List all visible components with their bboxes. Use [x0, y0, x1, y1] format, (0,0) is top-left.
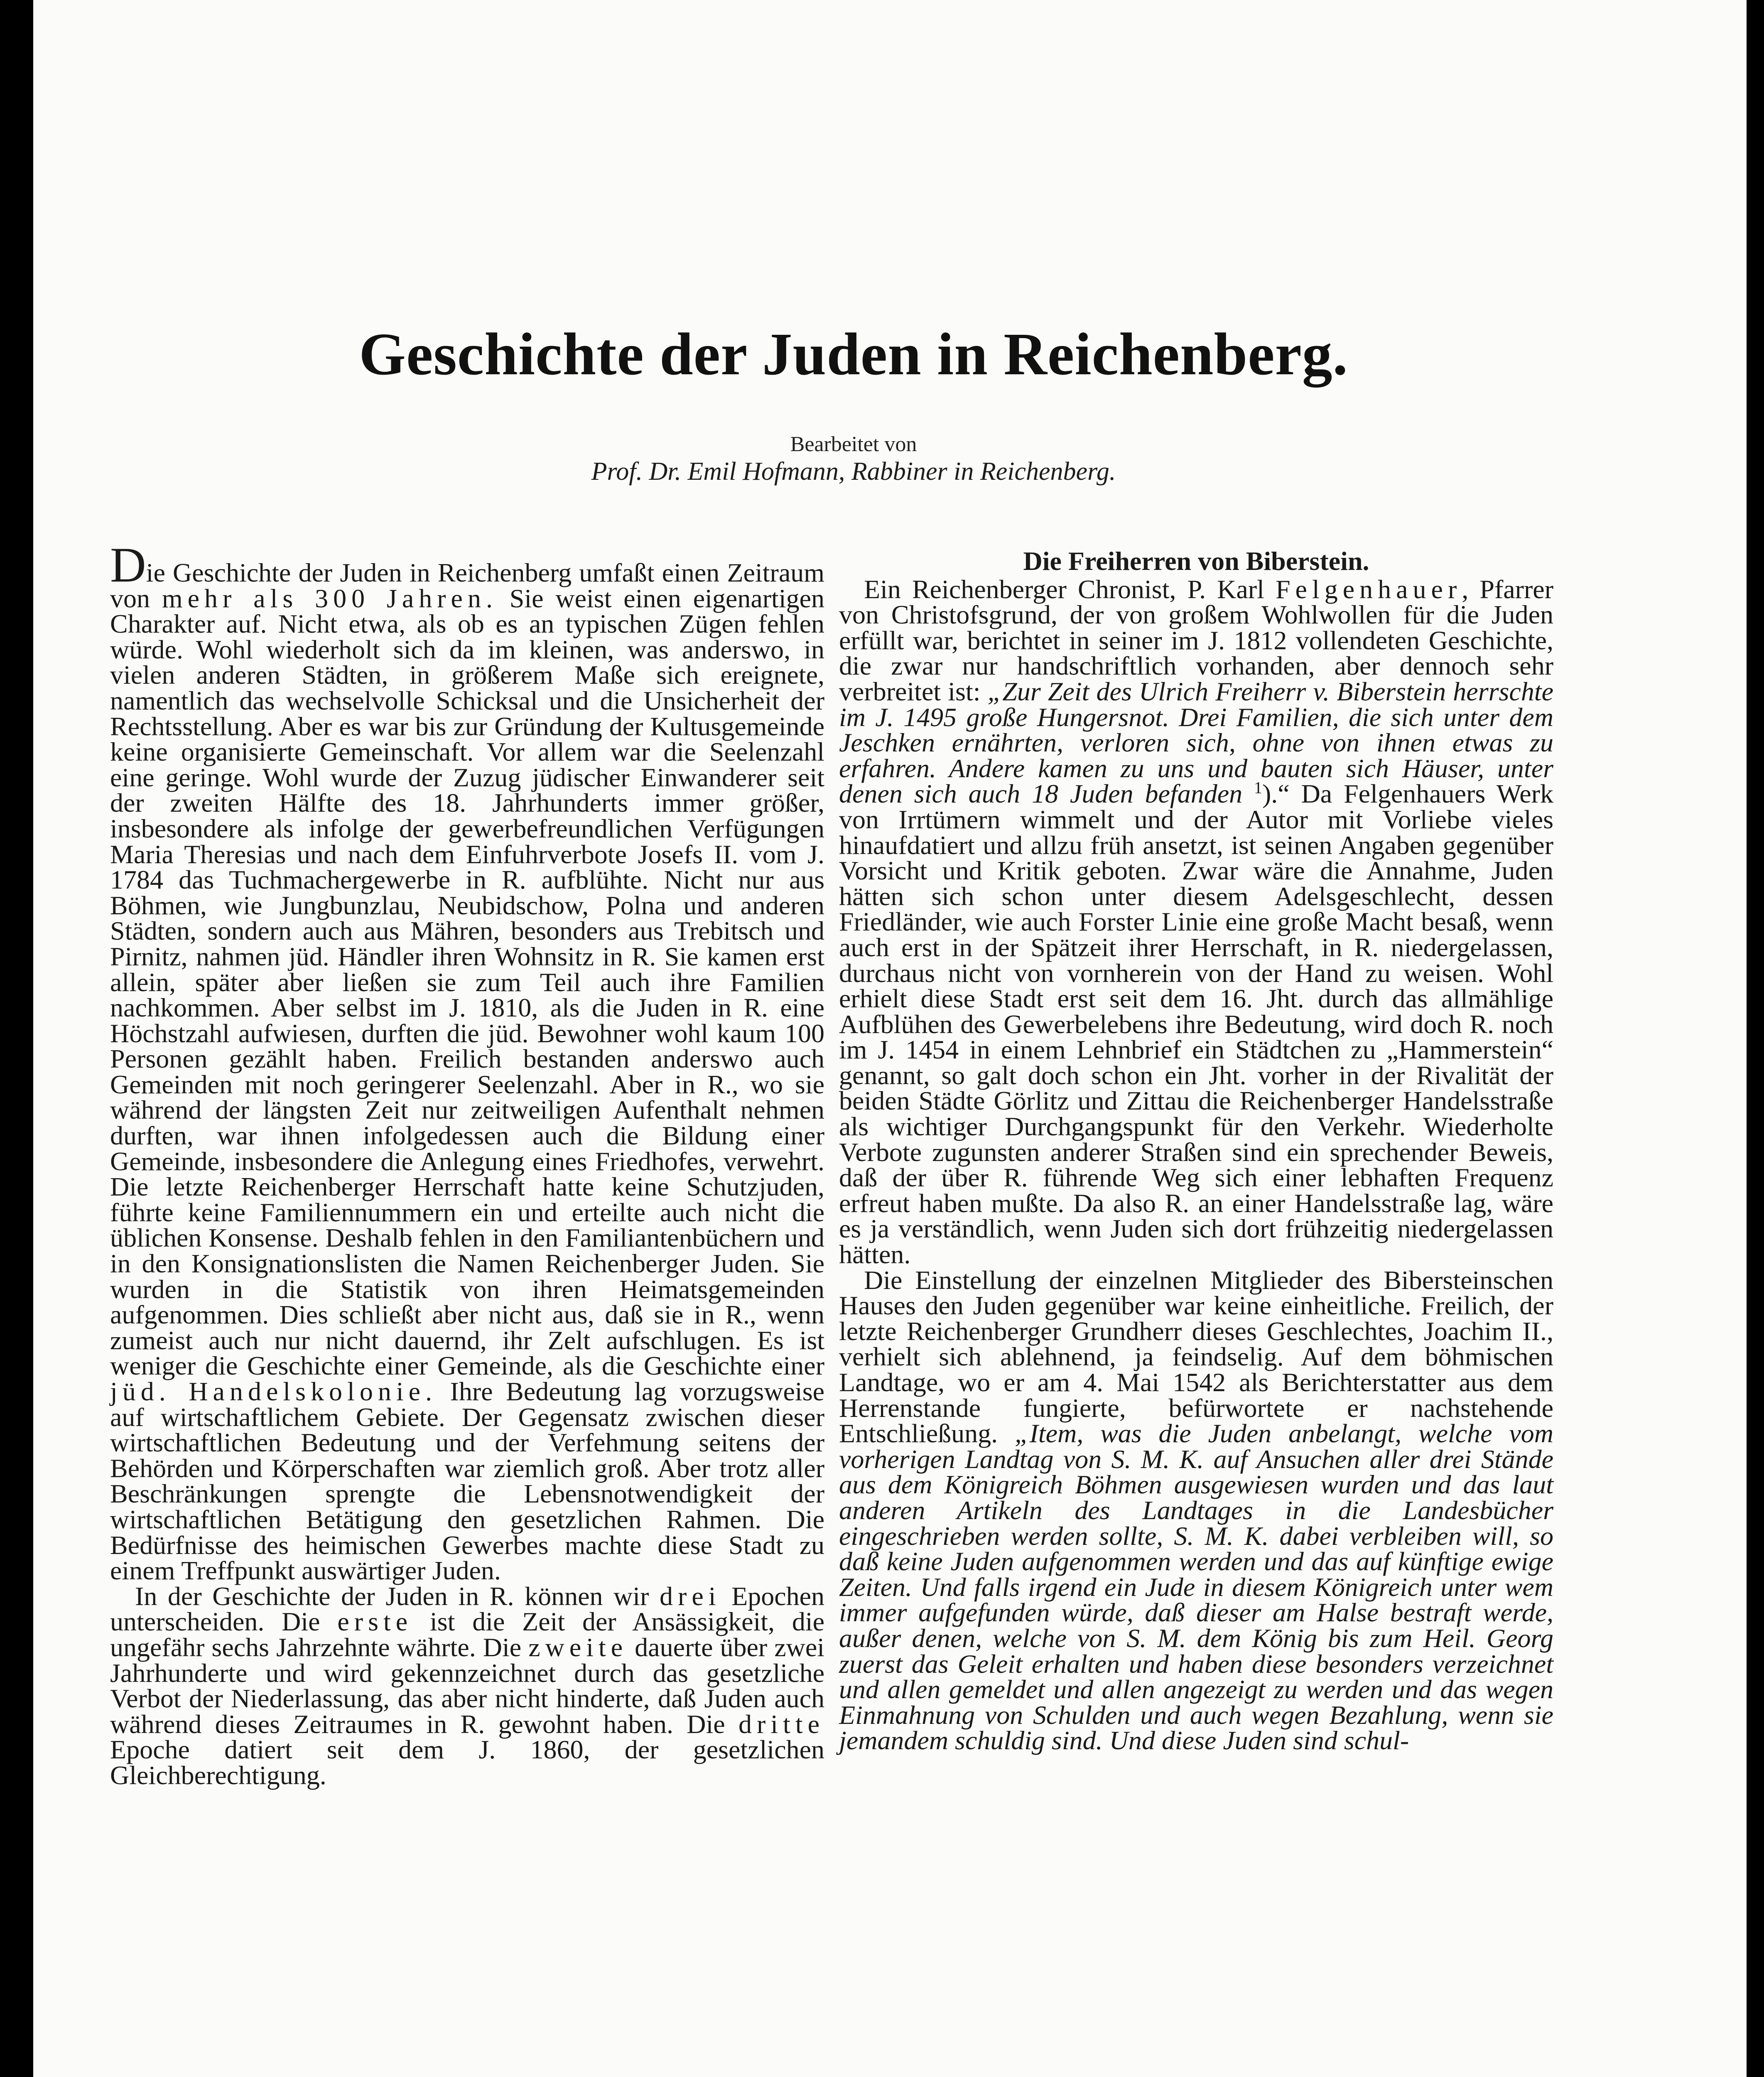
- quotation: „Item, was die Juden anbelangt, welche vom vorherigen Landtag von S. M. K. auf Ansuchen aller drei Stände aus dem Königreich Böhmen ausgewiesen wurden und das laut anderen Artikeln des Landtages in die Landesbücher eingeschrieben werden sollte, S. M. K. dabei verbleiben will, so daß keine Juden aufgenommen werden und das auf künftige ewige Zeiten. Und falls irgend ein Jude in diesem Königreich unter wem immer aufgefunden würde, daß dieser am Halse bestraft werde, außer denen, welche von S. M. dem König bis zum Heil. Georg zuerst das Geleit erhalten und haben diese besonders verzeichnet und allen gemeldet und allen angezeigt zu werden und das wegen Einmahnung von Schulden und auch wegen Bezahlung, wenn sie jemandem schuldig sind. Und diese Juden sind schul-: [839, 1419, 1554, 1755]
- document-page: [33, 0, 1757, 2077]
- scan-edge: [1747, 0, 1764, 2077]
- spaced-emphasis: drei: [660, 1581, 721, 1611]
- spaced-emphasis: Felgenhauer: [1275, 574, 1462, 604]
- text-run: Ihre Bedeutung lag vorzugsweise auf wirtschaftlichem Gebiete. Der Gegensatz zwischen dieser wirtschaftlichen Bedeutung und der Verfehmung seitens der Behörden und Körperschaften war ziemlich groß. Aber trotz aller Beschränkungen sprengte die Lebensnotwendigkeit der wirtschaftlichen Betätigung den gesetzlichen Rahmen. Die Bedürfnisse des heimischen Gewerbes machte diese Stadt zu einem Treffpunkt auswärtiger Juden.: [110, 1377, 825, 1586]
- paragraph: [839, 574, 1554, 1269]
- text-run: dauerte über zwei Jahrhunderte und wird gekennzeichnet durch das gesetzliche Verbot der Niederlassung, das aber nicht hinderte, daß Juden auch während dieses Zeitraumes in R. gewohnt haben. Die: [110, 1632, 825, 1739]
- spaced-emphasis: zweite: [528, 1632, 628, 1662]
- text-run: In der Geschichte der Juden in R. können wir: [135, 1581, 660, 1611]
- spaced-emphasis: jüd. Handelskolonie.: [110, 1377, 437, 1406]
- spaced-emphasis: mehr als 300 Jahren.: [162, 583, 498, 613]
- right-column: [839, 548, 1553, 1753]
- article-title: Geschichte der Juden in Reichenberg.: [359, 321, 1348, 388]
- footnote-marker: 1: [1254, 778, 1262, 798]
- text-run: Sie weist einen eigenartigen Charakter auf. Nicht etwa, als ob es an typischen Zügen fehlen würde. Wohl wiederholt sich da im kleinen, was anderswo, in vielen anderen Städten, in größerem Maße sich ereignete, namentlich das wechselvolle Schicksal und die Unsicherheit der Rechtsstellung. Aber es war bis zur Gründung der Kultusgemeinde keine organisierte Gemeinschaft. Vor allem war die Seelenzahl eine geringe. Wohl wurde der Zuzug jüdischer Einwanderer seit der zweiten Hälfte des 18. Jahrhunderts immer größer, insbesondere als infolge der gewerbefreundlichen Verfügungen Maria Theresias und nach dem Einfuhrverbote Josefs II. vom J. 1784 das Tuchmachergewerbe in R. aufblühte. Nicht nur aus Böhmen, wie Jungbunzlau, Neubidschow, Polna und anderen Städten, sondern auch aus Mähren, besonders aus Trebitsch und Pirnitz, nahmen jüd. Händler ihren Wohnsitz in R. Sie kamen erst allein, später aber ließen sie zum Teil auch ihre Familien nachkommen. Aber selbst im J. 1810, als die Juden in R. eine Höchstzahl aufwiesen, durften die jüd. Bewohner wohl kaum 100 Personen gezählt haben. Freilich bestanden anderswo auch Gemeinden mit noch geringerer Seelenzahl. Aber in R., wo sie während der längsten Zeit nur zeitweiligen Aufenthalt nehmen durften, war ihnen infolgedessen auch die Bildung einer Gemeinde, insbesondere die Anlegung eines Friedhofes, verwehrt. Die letzte Reichenberger Herrschaft hatte keine Schutzjuden, führte keine Familiennummern ein und erteilte auch nicht die üblichen Konsense. Deshalb fehlen in den Familiantenbüchern und in den Konsignationslisten die Namen Reichenberger Juden. Sie wurden in die Statistik von ihren Heimatsgemeinden aufgenommen. Dies schließt aber nicht aus, daß sie in R., wenn zumeist auch nur nicht dauernd, ihr Zelt aufschlugen. Es ist weniger die Geschichte einer Gemeinde, als die Geschichte einer: [110, 583, 824, 1381]
- drop-cap: D: [110, 537, 146, 592]
- text-run: , Pfarrer von Christofsgrund, der von großem Wohlwollen für die Juden erfüllt war, berichtet in seiner im J. 1812 vollendeten Geschichte, die zwar nur handschriftlich vorhanden, aber dennoch sehr verbreitet ist:: [839, 574, 1554, 706]
- text-run: ie Geschichte der Juden in Reichenberg umfaßt einen Zeitraum von: [110, 558, 824, 613]
- spaced-emphasis: dritte: [738, 1709, 824, 1739]
- left-column: [110, 537, 825, 1790]
- text-run: ist die Zeit der Ansässigkeit, die ungefähr sechs Jahrzehnte währte. Die: [110, 1607, 824, 1662]
- paragraph: [110, 537, 825, 1586]
- text-run: Epochen unterscheiden. Die: [110, 1581, 825, 1637]
- spaced-emphasis: erste: [337, 1607, 413, 1637]
- text-run: ).“ Da Felgenhauers Werk von Irrtümern wimmelt und der Autor mit Vorliebe vieles hinaufdatiert und allzu früh ansetzt, ist seinen Angaben gegenüber Vorsicht und Kritik geboten. Zwar wäre die Annahme, Juden hätten sich schon unter diesem Adelsgeschlecht, dessen Friedländer, wie auch Forster Linie eine große Macht besaß, wenn auch erst in der Spätzeit ihrer Herrschaft, in R. niedergelassen, durchaus nicht von vornherein von der Hand zu weisen. Wohl erhielt diese Stadt erst seit dem 16. Jht. durch das allmählige Aufblühen des Gewerbelebens ihre Bedeutung, wird doch R. noch im J. 1454 in einem Lehnbrief ein Städtchen zu „Hammerstein“ genannt, so galt doch schon ein Jht. vorher in der Rivalität der beiden Städte Görlitz und Zittau die Reichenberger Handelsstraße als wichtiger Durchgangspunkt für den Verkehr. Wiederholte Verbote zugunsten anderer Straßen sind ein sprechender Beweis, daß der über R. führende Weg sich einer lebhaften Frequenz erfreut haben mußte. Da also R. an einer Handelsstraße lag, wäre es ja verständlich, wenn Juden sich dort frühzeitig niedergelassen hätten.: [839, 779, 1553, 1269]
- text-run: Die Einstellung der einzelnen Mitglieder des Bibersteinschen Hauses den Juden gegenüber war keine einheitliche. Freilich, der letzte Reichenberger Grundherr dieses Geschlechtes, Joachim II., verhielt sich ablehnend, ja feindselig. Auf dem böhmischen Landtage, wo er am 4. Mai 1542 als Berichterstatter aus dem Herrenstande fungierte, befürwortete er nachstehende Entschließung.: [839, 1265, 1553, 1448]
- section-heading: Die Freiherren von Biberstein.: [1023, 546, 1369, 576]
- author-line: Prof. Dr. Emil Hofmann, Rabbiner in Reichenberg.: [591, 457, 1116, 486]
- quotation: „Zur Zeit des Ulrich Freiherr v. Biberstein herrschte im J. 1495 große Hungersnot. Drei Familien, die sich unter dem Jeschken ernährten, verloren sich, ohne von ihnen etwas zu erfahren. Andere kamen zu uns und bauten sich Häuser, unter denen sich auch 18 Juden befanden: [839, 676, 1554, 809]
- text-run: Epoche datiert seit dem J. 1860, der gesetzlichen Gleichberechtigung.: [110, 1735, 824, 1790]
- paragraph: [839, 1267, 1553, 1753]
- text-run: Ein Reichenberger Chronist, P. Karl: [864, 574, 1276, 604]
- byline: Bearbeitet von: [790, 432, 917, 456]
- paragraph: [110, 1581, 825, 1790]
